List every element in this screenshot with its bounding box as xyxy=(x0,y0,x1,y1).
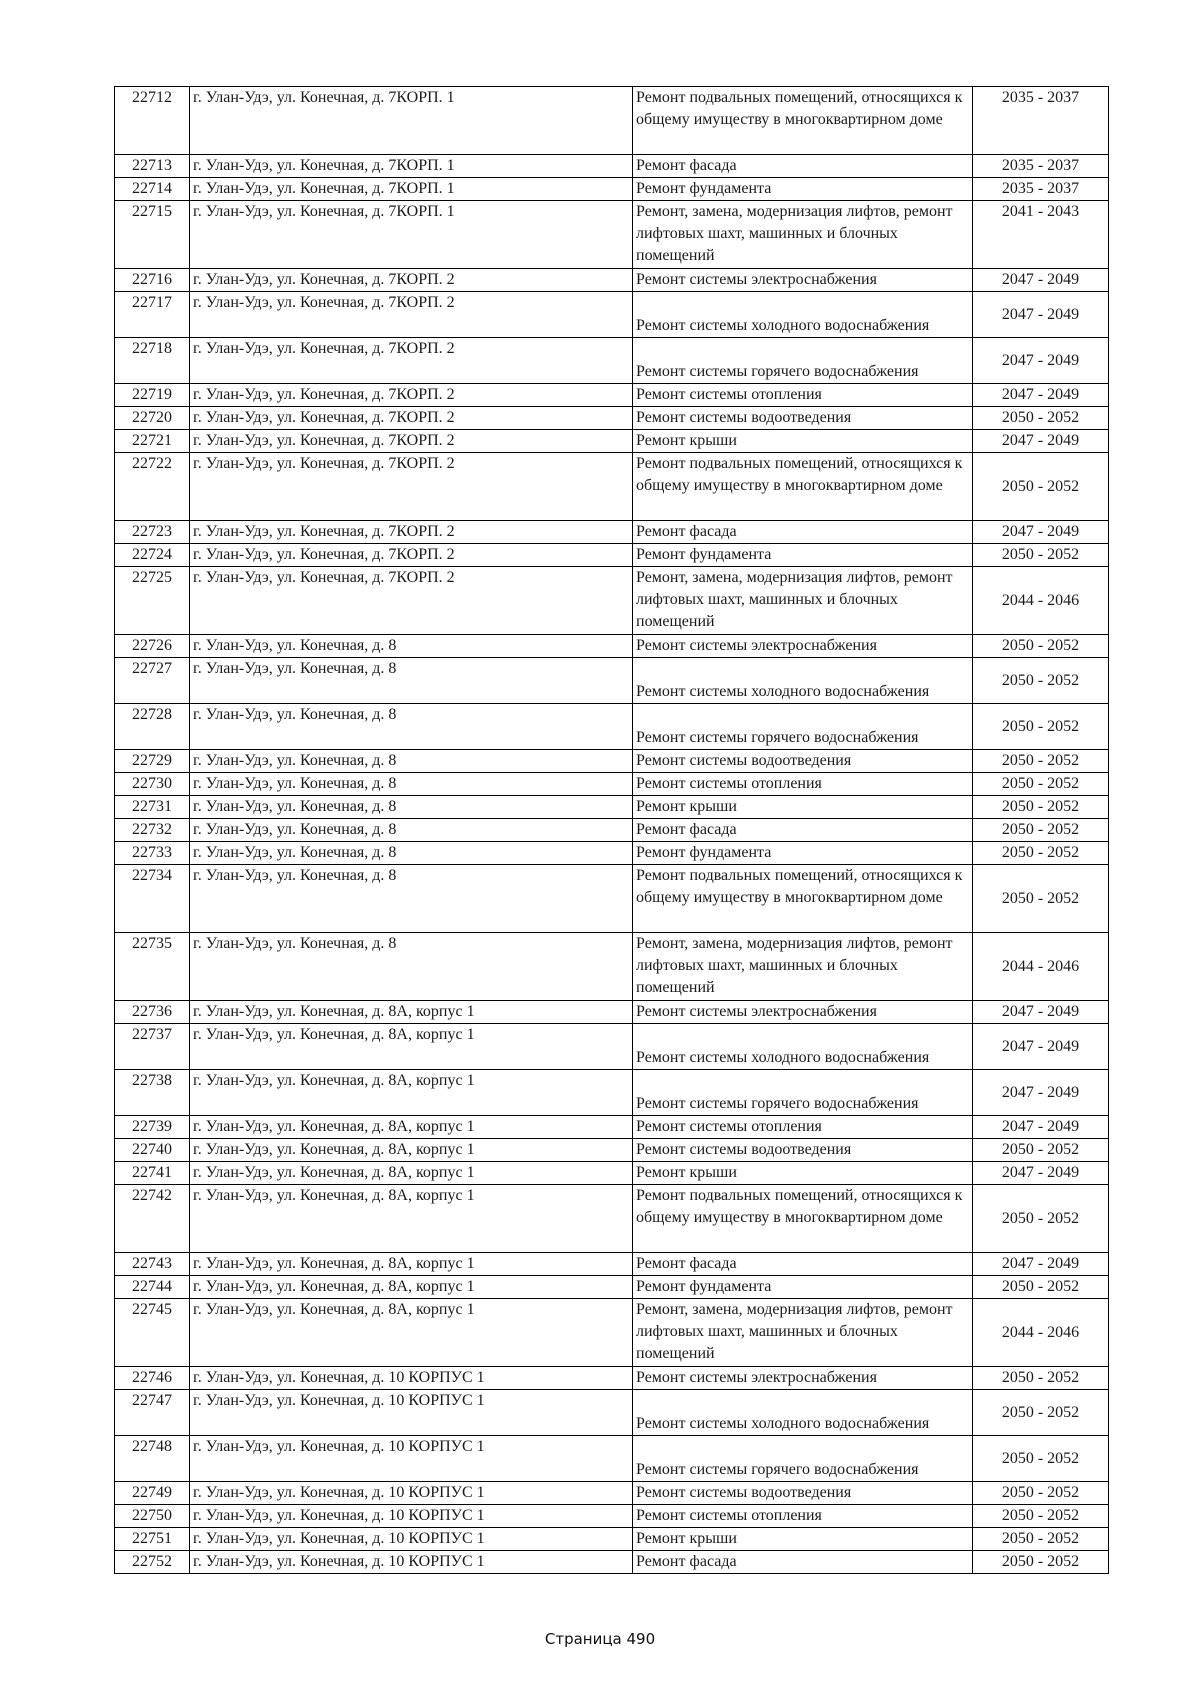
row-number-cell: 22735 xyxy=(115,933,190,1001)
table-row xyxy=(115,1276,1109,1299)
table-row xyxy=(115,842,1109,865)
work-type-cell: Ремонт системы отопления xyxy=(633,1505,973,1528)
work-type-cell: Ремонт системы горячего водоснабжения xyxy=(633,1436,973,1482)
row-number-cell: 22715 xyxy=(115,201,190,269)
work-type-cell: Ремонт фундамента xyxy=(633,1276,973,1299)
address-cell: г. Улан-Удэ, ул. Конечная, д. 8А, корпус 1 xyxy=(190,1253,633,1276)
address-cell: г. Улан-Удэ, ул. Конечная, д. 7КОРП. 2 xyxy=(190,430,633,453)
row-number-cell: 22722 xyxy=(115,453,190,521)
row-number-cell: 22726 xyxy=(115,635,190,658)
address-cell: г. Улан-Удэ, ул. Конечная, д. 8 xyxy=(190,773,633,796)
row-number-cell: 22733 xyxy=(115,842,190,865)
row-number-cell: 22712 xyxy=(115,87,190,155)
work-type-cell: Ремонт системы отопления xyxy=(633,773,973,796)
row-number-cell: 22739 xyxy=(115,1116,190,1139)
row-number-cell: 22717 xyxy=(115,292,190,338)
table-row xyxy=(115,338,1109,384)
table-row xyxy=(115,292,1109,338)
table-row xyxy=(115,453,1109,521)
period-cell: 2050 - 2052 xyxy=(973,865,1109,933)
work-type-cell: Ремонт фасада xyxy=(633,521,973,544)
address-cell: г. Улан-Удэ, ул. Конечная, д. 7КОРП. 1 xyxy=(190,178,633,201)
period-cell: 2050 - 2052 xyxy=(973,453,1109,521)
table-row xyxy=(115,155,1109,178)
row-number-cell: 22714 xyxy=(115,178,190,201)
address-cell: г. Улан-Удэ, ул. Конечная, д. 8А, корпус 1 xyxy=(190,1299,633,1367)
work-type-cell: Ремонт системы отопления xyxy=(633,384,973,407)
row-number-cell: 22740 xyxy=(115,1139,190,1162)
period-cell: 2050 - 2052 xyxy=(973,1528,1109,1551)
table-row xyxy=(115,87,1109,155)
row-number-cell: 22721 xyxy=(115,430,190,453)
row-number-cell: 22752 xyxy=(115,1551,190,1574)
period-cell: 2044 - 2046 xyxy=(973,567,1109,635)
work-type-cell: Ремонт системы горячего водоснабжения xyxy=(633,704,973,750)
table-row xyxy=(115,1528,1109,1551)
table-row xyxy=(115,178,1109,201)
period-cell: 2050 - 2052 xyxy=(973,1551,1109,1574)
address-cell: г. Улан-Удэ, ул. Конечная, д. 7КОРП. 2 xyxy=(190,292,633,338)
work-type-cell: Ремонт системы электроснабжения xyxy=(633,1367,973,1390)
row-number-cell: 22724 xyxy=(115,544,190,567)
table-row xyxy=(115,384,1109,407)
work-type-cell: Ремонт фасада xyxy=(633,819,973,842)
period-cell: 2050 - 2052 xyxy=(973,658,1109,704)
work-type-cell: Ремонт системы отопления xyxy=(633,1116,973,1139)
work-type-cell: Ремонт системы электроснабжения xyxy=(633,269,973,292)
table-row xyxy=(115,1482,1109,1505)
row-number-cell: 22718 xyxy=(115,338,190,384)
work-type-cell: Ремонт фундамента xyxy=(633,842,973,865)
table-row xyxy=(115,1436,1109,1482)
table-row xyxy=(115,1070,1109,1116)
period-cell: 2035 - 2037 xyxy=(973,155,1109,178)
period-cell: 2050 - 2052 xyxy=(973,842,1109,865)
work-type-cell: Ремонт системы горячего водоснабжения xyxy=(633,338,973,384)
row-number-cell: 22749 xyxy=(115,1482,190,1505)
period-cell: 2035 - 2037 xyxy=(973,87,1109,155)
address-cell: г. Улан-Удэ, ул. Конечная, д. 8А, корпус 1 xyxy=(190,1162,633,1185)
address-cell: г. Улан-Удэ, ул. Конечная, д. 8 xyxy=(190,750,633,773)
work-type-cell: Ремонт системы водоотведения xyxy=(633,1482,973,1505)
address-cell: г. Улан-Удэ, ул. Конечная, д. 7КОРП. 1 xyxy=(190,155,633,178)
period-cell: 2050 - 2052 xyxy=(973,819,1109,842)
table-row xyxy=(115,269,1109,292)
address-cell: г. Улан-Удэ, ул. Конечная, д. 8 xyxy=(190,635,633,658)
period-cell: 2050 - 2052 xyxy=(973,635,1109,658)
period-cell: 2050 - 2052 xyxy=(973,1185,1109,1253)
work-type-cell: Ремонт системы водоотведения xyxy=(633,407,973,430)
work-type-cell: Ремонт крыши xyxy=(633,1162,973,1185)
table-row xyxy=(115,1116,1109,1139)
row-number-cell: 22725 xyxy=(115,567,190,635)
row-number-cell: 22746 xyxy=(115,1367,190,1390)
address-cell: г. Улан-Удэ, ул. Конечная, д. 10 КОРПУС 1 xyxy=(190,1390,633,1436)
row-number-cell: 22741 xyxy=(115,1162,190,1185)
address-cell: г. Улан-Удэ, ул. Конечная, д. 8А, корпус 1 xyxy=(190,1070,633,1116)
table-row xyxy=(115,1185,1109,1253)
row-number-cell: 22737 xyxy=(115,1024,190,1070)
work-type-cell: Ремонт фасада xyxy=(633,1253,973,1276)
period-cell: 2047 - 2049 xyxy=(973,1070,1109,1116)
row-number-cell: 22720 xyxy=(115,407,190,430)
period-cell: 2047 - 2049 xyxy=(973,338,1109,384)
work-type-cell: Ремонт, замена, модернизация лифтов, ремонт лифтовых шахт, машинных и блочных помещений xyxy=(633,1299,973,1367)
work-type-cell: Ремонт подвальных помещений, относящихся к общему имуществу в многоквартирном доме xyxy=(633,87,973,155)
period-cell: 2047 - 2049 xyxy=(973,1162,1109,1185)
table-row xyxy=(115,704,1109,750)
table-row xyxy=(115,933,1109,1001)
address-cell: г. Улан-Удэ, ул. Конечная, д. 10 КОРПУС 1 xyxy=(190,1551,633,1574)
address-cell: г. Улан-Удэ, ул. Конечная, д. 8 xyxy=(190,796,633,819)
row-number-cell: 22742 xyxy=(115,1185,190,1253)
period-cell: 2047 - 2049 xyxy=(973,292,1109,338)
address-cell: г. Улан-Удэ, ул. Конечная, д. 8А, корпус 1 xyxy=(190,1139,633,1162)
work-type-cell: Ремонт системы холодного водоснабжения xyxy=(633,292,973,338)
table-row xyxy=(115,1390,1109,1436)
work-type-cell: Ремонт крыши xyxy=(633,1528,973,1551)
address-cell: г. Улан-Удэ, ул. Конечная, д. 7КОРП. 2 xyxy=(190,453,633,521)
work-type-cell: Ремонт подвальных помещений, относящихся к общему имуществу в многоквартирном доме xyxy=(633,1185,973,1253)
period-cell: 2050 - 2052 xyxy=(973,407,1109,430)
period-cell: 2035 - 2037 xyxy=(973,178,1109,201)
work-type-cell: Ремонт фасада xyxy=(633,155,973,178)
table-row xyxy=(115,658,1109,704)
period-cell: 2044 - 2046 xyxy=(973,933,1109,1001)
address-cell: г. Улан-Удэ, ул. Конечная, д. 7КОРП. 2 xyxy=(190,384,633,407)
address-cell: г. Улан-Удэ, ул. Конечная, д. 8А, корпус 1 xyxy=(190,1276,633,1299)
table-row xyxy=(115,635,1109,658)
work-type-cell: Ремонт фундамента xyxy=(633,544,973,567)
address-cell: г. Улан-Удэ, ул. Конечная, д. 8 xyxy=(190,842,633,865)
period-cell: 2047 - 2049 xyxy=(973,269,1109,292)
row-number-cell: 22729 xyxy=(115,750,190,773)
address-cell: г. Улан-Удэ, ул. Конечная, д. 8 xyxy=(190,933,633,1001)
work-type-cell: Ремонт системы водоотведения xyxy=(633,750,973,773)
row-number-cell: 22727 xyxy=(115,658,190,704)
address-cell: г. Улан-Удэ, ул. Конечная, д. 10 КОРПУС 1 xyxy=(190,1528,633,1551)
row-number-cell: 22743 xyxy=(115,1253,190,1276)
table-row xyxy=(115,865,1109,933)
row-number-cell: 22723 xyxy=(115,521,190,544)
table-row xyxy=(115,819,1109,842)
row-number-cell: 22734 xyxy=(115,865,190,933)
period-cell: 2047 - 2049 xyxy=(973,1001,1109,1024)
work-type-cell: Ремонт системы горячего водоснабжения xyxy=(633,1070,973,1116)
address-cell: г. Улан-Удэ, ул. Конечная, д. 8 xyxy=(190,865,633,933)
work-type-cell: Ремонт крыши xyxy=(633,796,973,819)
work-type-cell: Ремонт, замена, модернизация лифтов, ремонт лифтовых шахт, машинных и блочных помещений xyxy=(633,567,973,635)
period-cell: 2041 - 2043 xyxy=(973,201,1109,269)
work-type-cell: Ремонт системы электроснабжения xyxy=(633,635,973,658)
address-cell: г. Улан-Удэ, ул. Конечная, д. 10 КОРПУС 1 xyxy=(190,1482,633,1505)
work-type-cell: Ремонт подвальных помещений, относящихся к общему имуществу в многоквартирном доме xyxy=(633,865,973,933)
work-type-cell: Ремонт системы холодного водоснабжения xyxy=(633,658,973,704)
period-cell: 2047 - 2049 xyxy=(973,1024,1109,1070)
address-cell: г. Улан-Удэ, ул. Конечная, д. 7КОРП. 2 xyxy=(190,567,633,635)
table-row xyxy=(115,521,1109,544)
row-number-cell: 22748 xyxy=(115,1436,190,1482)
work-type-cell: Ремонт, замена, модернизация лифтов, ремонт лифтовых шахт, машинных и блочных помещений xyxy=(633,933,973,1001)
row-number-cell: 22747 xyxy=(115,1390,190,1436)
table-row xyxy=(115,1253,1109,1276)
period-cell: 2050 - 2052 xyxy=(973,1436,1109,1482)
repair-schedule-body xyxy=(115,87,1109,1574)
row-number-cell: 22716 xyxy=(115,269,190,292)
row-number-cell: 22736 xyxy=(115,1001,190,1024)
period-cell: 2047 - 2049 xyxy=(973,430,1109,453)
period-cell: 2047 - 2049 xyxy=(973,384,1109,407)
address-cell: г. Улан-Удэ, ул. Конечная, д. 7КОРП. 2 xyxy=(190,338,633,384)
row-number-cell: 22730 xyxy=(115,773,190,796)
work-type-cell: Ремонт системы электроснабжения xyxy=(633,1001,973,1024)
table-row xyxy=(115,1139,1109,1162)
address-cell: г. Улан-Удэ, ул. Конечная, д. 7КОРП. 2 xyxy=(190,407,633,430)
period-cell: 2050 - 2052 xyxy=(973,1139,1109,1162)
address-cell: г. Улан-Удэ, ул. Конечная, д. 10 КОРПУС 1 xyxy=(190,1367,633,1390)
address-cell: г. Улан-Удэ, ул. Конечная, д. 8 xyxy=(190,819,633,842)
period-cell: 2050 - 2052 xyxy=(973,796,1109,819)
table-row xyxy=(115,544,1109,567)
page-number: Страница 490 xyxy=(544,1630,656,1648)
period-cell: 2050 - 2052 xyxy=(973,750,1109,773)
address-cell: г. Улан-Удэ, ул. Конечная, д. 7КОРП. 2 xyxy=(190,521,633,544)
address-cell: г. Улан-Удэ, ул. Конечная, д. 8А, корпус 1 xyxy=(190,1001,633,1024)
table-row xyxy=(115,1505,1109,1528)
row-number-cell: 22728 xyxy=(115,704,190,750)
table-row xyxy=(115,750,1109,773)
work-type-cell: Ремонт крыши xyxy=(633,430,973,453)
work-type-cell: Ремонт системы холодного водоснабжения xyxy=(633,1390,973,1436)
period-cell: 2050 - 2052 xyxy=(973,1482,1109,1505)
table-row xyxy=(115,1551,1109,1574)
row-number-cell: 22751 xyxy=(115,1528,190,1551)
row-number-cell: 22732 xyxy=(115,819,190,842)
period-cell: 2050 - 2052 xyxy=(973,1367,1109,1390)
address-cell: г. Улан-Удэ, ул. Конечная, д. 8А, корпус 1 xyxy=(190,1185,633,1253)
address-cell: г. Улан-Удэ, ул. Конечная, д. 8 xyxy=(190,658,633,704)
work-type-cell: Ремонт подвальных помещений, относящихся к общему имуществу в многоквартирном доме xyxy=(633,453,973,521)
period-cell: 2050 - 2052 xyxy=(973,704,1109,750)
table-row xyxy=(115,201,1109,269)
period-cell: 2050 - 2052 xyxy=(973,773,1109,796)
address-cell: г. Улан-Удэ, ул. Конечная, д. 8А, корпус 1 xyxy=(190,1116,633,1139)
table-row xyxy=(115,567,1109,635)
period-cell: 2047 - 2049 xyxy=(973,521,1109,544)
period-cell: 2044 - 2046 xyxy=(973,1299,1109,1367)
row-number-cell: 22744 xyxy=(115,1276,190,1299)
address-cell: г. Улан-Удэ, ул. Конечная, д. 10 КОРПУС 1 xyxy=(190,1436,633,1482)
row-number-cell: 22745 xyxy=(115,1299,190,1367)
work-type-cell: Ремонт системы водоотведения xyxy=(633,1139,973,1162)
repair-schedule-table xyxy=(114,86,1109,1574)
table-row xyxy=(115,1162,1109,1185)
table-row xyxy=(115,407,1109,430)
work-type-cell: Ремонт системы холодного водоснабжения xyxy=(633,1024,973,1070)
work-type-cell: Ремонт, замена, модернизация лифтов, ремонт лифтовых шахт, машинных и блочных помещений xyxy=(633,201,973,269)
period-cell: 2050 - 2052 xyxy=(973,1505,1109,1528)
work-type-cell: Ремонт фундамента xyxy=(633,178,973,201)
table-row xyxy=(115,430,1109,453)
table-row xyxy=(115,1024,1109,1070)
address-cell: г. Улан-Удэ, ул. Конечная, д. 7КОРП. 1 xyxy=(190,201,633,269)
table-row xyxy=(115,1001,1109,1024)
period-cell: 2047 - 2049 xyxy=(973,1116,1109,1139)
row-number-cell: 22719 xyxy=(115,384,190,407)
row-number-cell: 22738 xyxy=(115,1070,190,1116)
work-type-cell: Ремонт фасада xyxy=(633,1551,973,1574)
period-cell: 2050 - 2052 xyxy=(973,544,1109,567)
address-cell: г. Улан-Удэ, ул. Конечная, д. 7КОРП. 2 xyxy=(190,269,633,292)
table-row xyxy=(115,1367,1109,1390)
period-cell: 2047 - 2049 xyxy=(973,1253,1109,1276)
table-row xyxy=(115,1299,1109,1367)
address-cell: г. Улан-Удэ, ул. Конечная, д. 8 xyxy=(190,704,633,750)
table-row xyxy=(115,773,1109,796)
table-row xyxy=(115,796,1109,819)
row-number-cell: 22731 xyxy=(115,796,190,819)
period-cell: 2050 - 2052 xyxy=(973,1276,1109,1299)
address-cell: г. Улан-Удэ, ул. Конечная, д. 7КОРП. 2 xyxy=(190,544,633,567)
address-cell: г. Улан-Удэ, ул. Конечная, д. 10 КОРПУС 1 xyxy=(190,1505,633,1528)
row-number-cell: 22750 xyxy=(115,1505,190,1528)
row-number-cell: 22713 xyxy=(115,155,190,178)
period-cell: 2050 - 2052 xyxy=(973,1390,1109,1436)
address-cell: г. Улан-Удэ, ул. Конечная, д. 7КОРП. 1 xyxy=(190,87,633,155)
address-cell: г. Улан-Удэ, ул. Конечная, д. 8А, корпус 1 xyxy=(190,1024,633,1070)
